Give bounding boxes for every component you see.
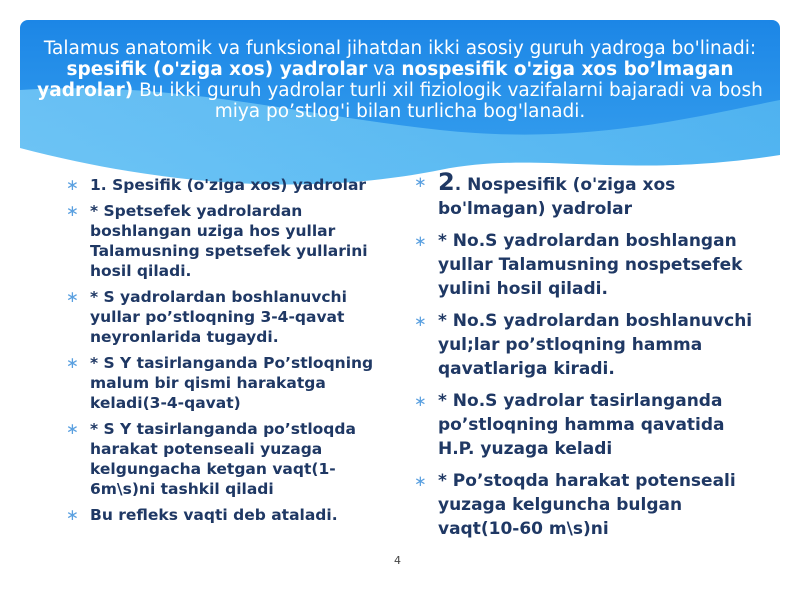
bullet-icon: ∗ xyxy=(414,312,427,330)
list-item: ∗ * Po’stoqda harakat potenseali yuzaga kelguncha bulgan vaqt(10-60 m\s)ni xyxy=(414,471,736,539)
bullet-icon: ∗ xyxy=(66,420,79,438)
list-item: ∗ * S Y tasirlanganda po’stloqda harakat potenseali yuzaga kelgungacha ketgan vaqt(1-6m\s)ni tashkil qiladi xyxy=(66,420,356,498)
list-item: ∗ * S yadrolardan boshlanuvchi yullar po’stloqning 3-4-qavat neyronlarida tugaydi. xyxy=(66,288,347,346)
left-bullet-list xyxy=(66,175,391,531)
list-item: ∗ * S Y tasirlanganda Po’stloqning malum bir qismi harakatga keladi(3-4-qavat) xyxy=(66,354,374,412)
bullet-icon: ∗ xyxy=(66,354,79,372)
bullet-icon: ∗ xyxy=(414,232,427,250)
list-item: ∗ * No.S yadrolardan boshlangan yullar Talamusning nospetsefek yulini hosil qiladi. xyxy=(414,231,743,299)
list-item-heading: ∗ 2. Nospesifik (o'ziga xos bo'lmagan) yadrolar xyxy=(414,168,676,219)
bullet-icon: ∗ xyxy=(66,506,79,524)
list-item: ∗ Bu refleks vaqti deb ataladi. xyxy=(66,506,338,524)
intro-paragraph: Talamus anatomik va funksional jihatdan ikki asosiy guruh yadroga bo'linadi: spesifik (o'ziga xos) yadrolar va nospesifik o'ziga xos bo’lmagan yadrolar) Bu ikki guruh yadrolar turli xil fiziologik vazifalarni bajaradi va bosh miya po’stlog'i bilan turlicha bog'lanadi. xyxy=(37,38,763,122)
list-item: ∗ * Spetsefek yadrolardan boshlangan uziga hos yullar Talamusning spetsefek yullarini hosil qiladi. xyxy=(66,202,368,280)
list-item: ∗ * No.S yadrolar tasirlanganda po’stloqning hamma qavatida H.P. yuzaga keladi xyxy=(414,391,725,459)
bullet-icon: ∗ xyxy=(414,392,427,410)
bullet-icon: ∗ xyxy=(414,472,427,490)
bullet-icon: ∗ xyxy=(66,202,79,220)
right-bullet-list xyxy=(414,170,754,549)
list-item: ∗ 1. Spesifik (o'ziga xos) yadrolar xyxy=(66,176,367,194)
list-item: ∗ * No.S yadrolardan boshlanuvchi yul;lar po’stloqning hamma qavatlariga kiradi. xyxy=(414,311,753,379)
page-number: 4 xyxy=(394,554,401,567)
bullet-icon: ∗ xyxy=(66,176,79,194)
bullet-icon: ∗ xyxy=(414,173,427,191)
bullet-icon: ∗ xyxy=(66,288,79,306)
